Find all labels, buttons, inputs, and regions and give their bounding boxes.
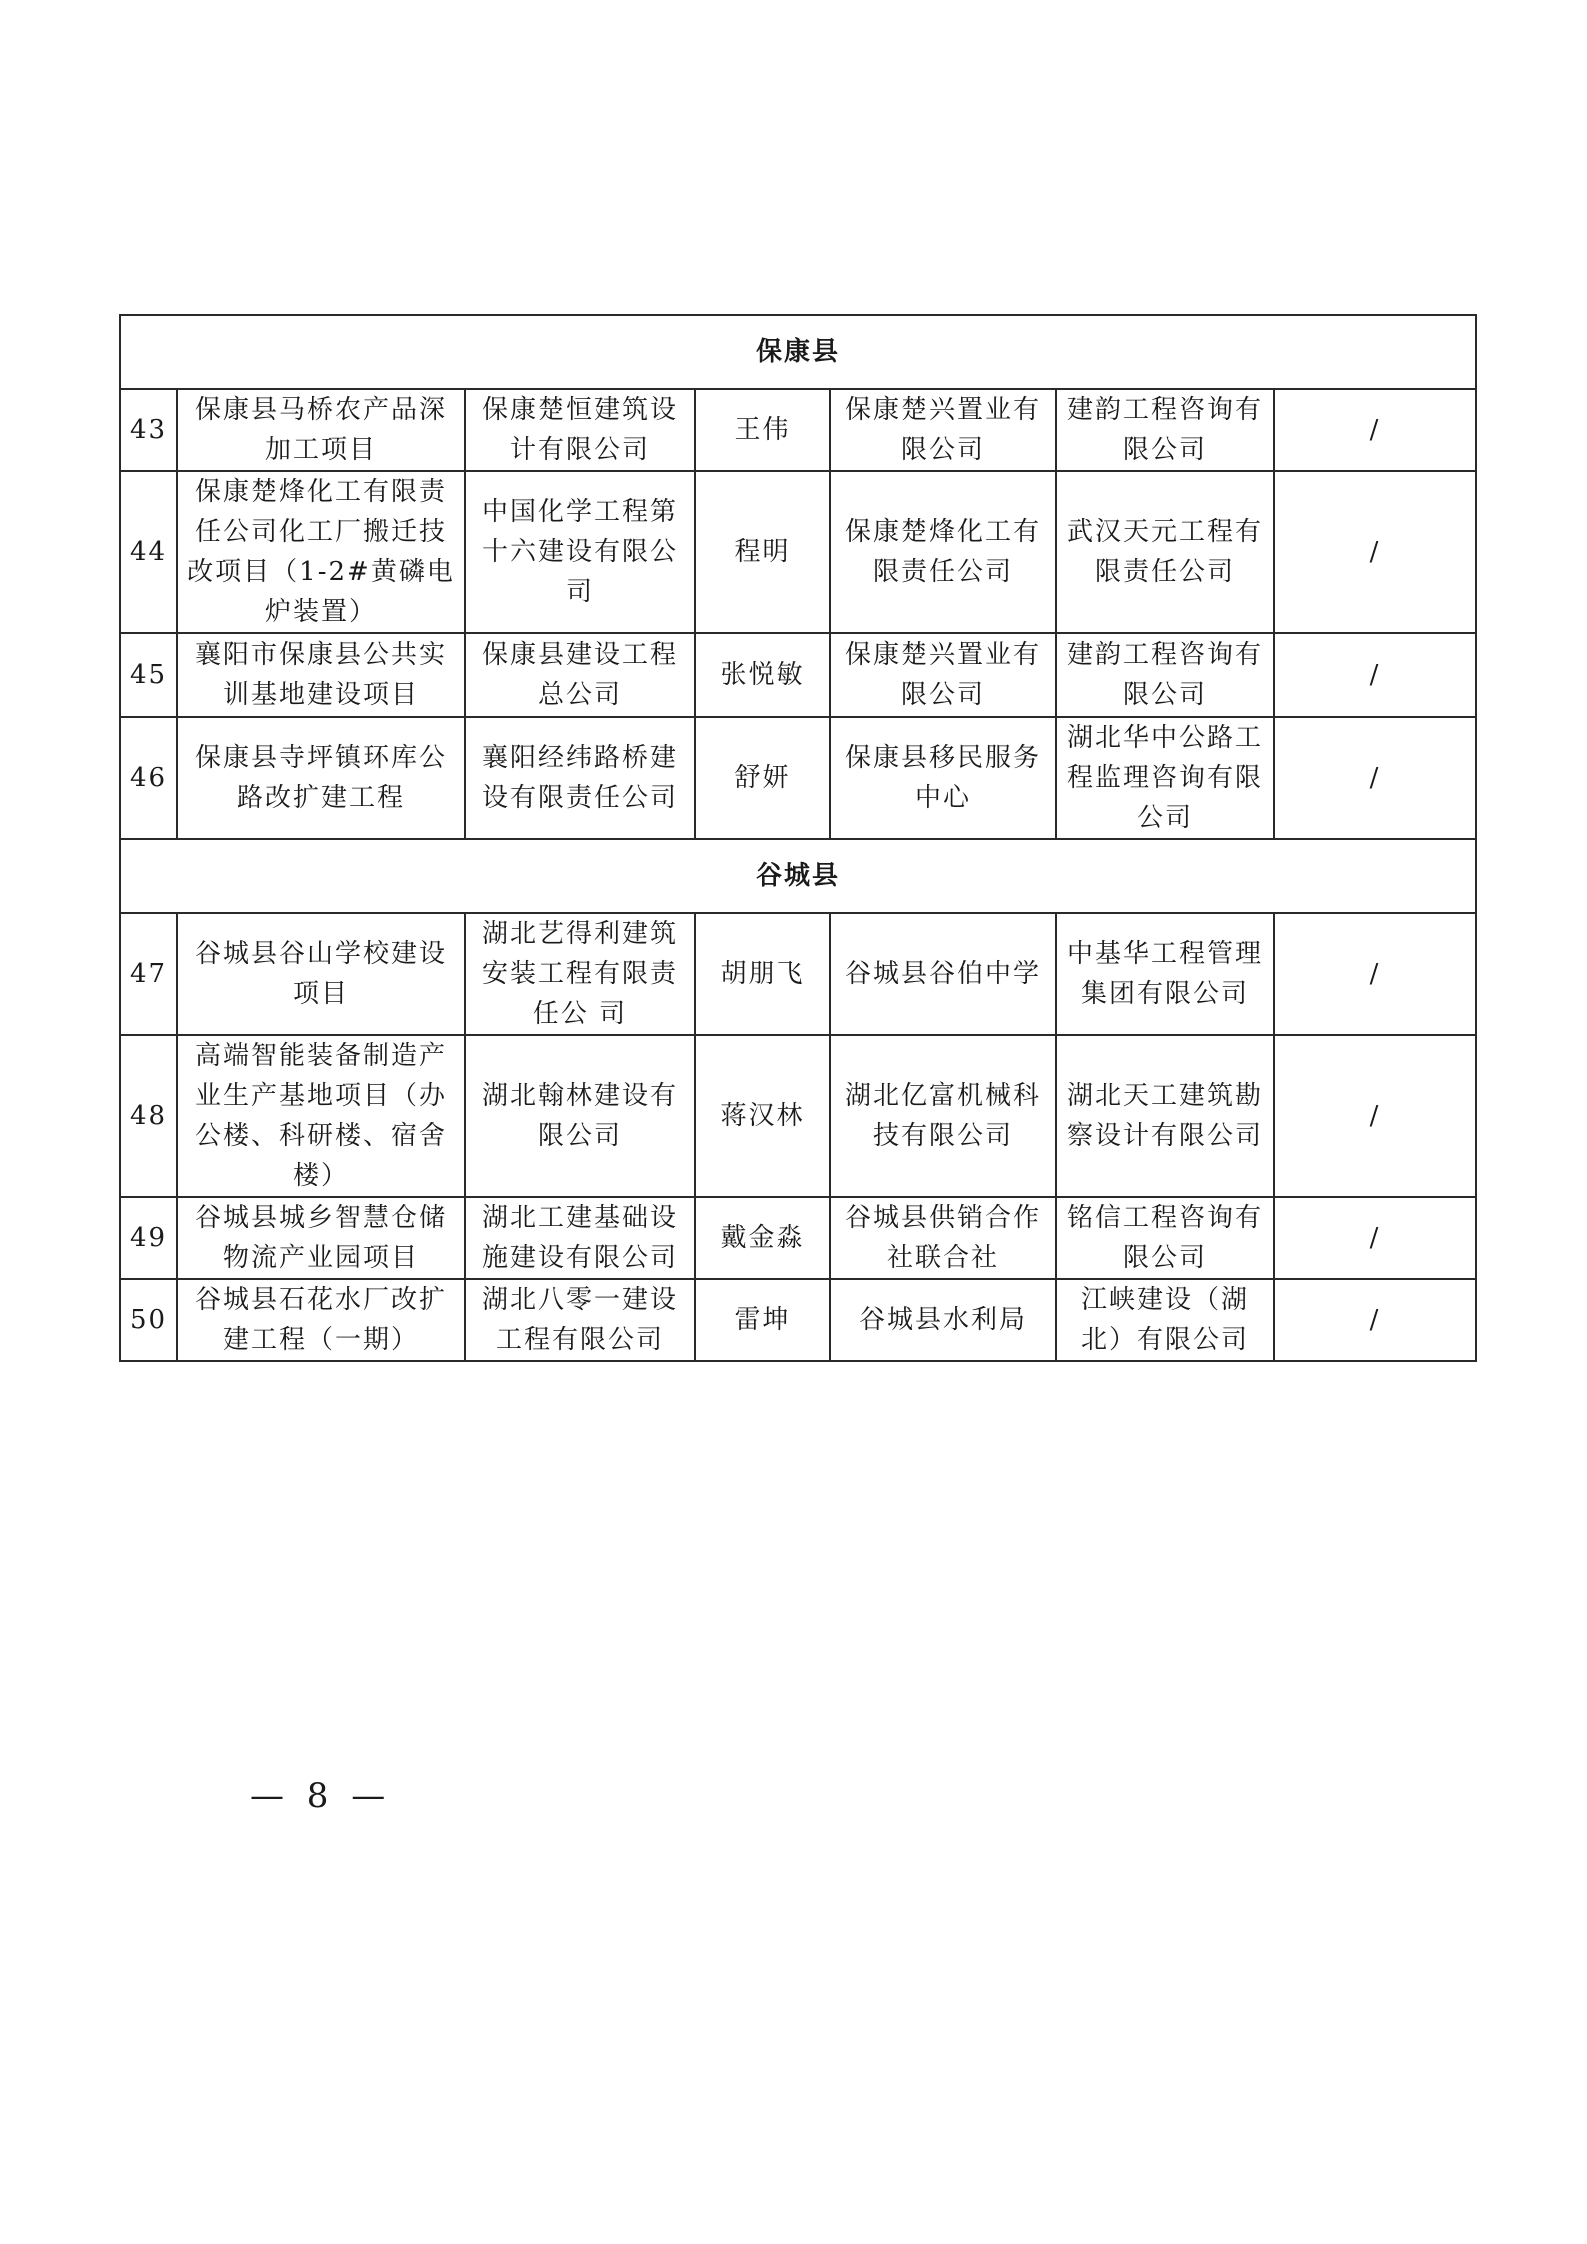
contractor-name-cell: 湖北翰林建设有限公司 xyxy=(465,1035,695,1197)
owner-name-cell: 谷城县供销合作社联合社 xyxy=(830,1197,1056,1279)
row-number-cell: 50 xyxy=(120,1279,177,1361)
row-number-cell: 49 xyxy=(120,1197,177,1279)
project-manager-cell: 程明 xyxy=(695,471,830,633)
contractor-name-cell: 湖北艺得利建筑安装工程有限责任公 司 xyxy=(465,913,695,1035)
project-name-cell: 谷城县石花水厂改扩建工程（一期） xyxy=(177,1279,465,1361)
project-name-cell: 保康县马桥农产品深加工项目 xyxy=(177,389,465,471)
contractor-name-cell: 保康县建设工程总公司 xyxy=(465,633,695,717)
project-name-cell: 谷城县城乡智慧仓储物流产业园项目 xyxy=(177,1197,465,1279)
remark-cell: / xyxy=(1274,1279,1476,1361)
project-name-cell: 襄阳市保康县公共实训基地建设项目 xyxy=(177,633,465,717)
section-header-row xyxy=(120,839,1476,913)
remark-cell: / xyxy=(1274,1035,1476,1197)
project-manager-cell: 王伟 xyxy=(695,389,830,471)
section-header-row xyxy=(120,315,1476,389)
project-table xyxy=(119,314,1477,1362)
remark-cell: / xyxy=(1274,389,1476,471)
project-manager-cell: 雷坤 xyxy=(695,1279,830,1361)
section-title: 保康县 xyxy=(120,315,1476,389)
contractor-name-cell: 保康楚恒建筑设计有限公司 xyxy=(465,389,695,471)
owner-name-cell: 谷城县水利局 xyxy=(830,1279,1056,1361)
supervisor-name-cell: 江峡建设（湖北）有限公司 xyxy=(1056,1279,1274,1361)
row-number-cell: 44 xyxy=(120,471,177,633)
owner-name-cell: 谷城县谷伯中学 xyxy=(830,913,1056,1035)
table-row xyxy=(120,633,1476,717)
remark-cell: / xyxy=(1274,1197,1476,1279)
row-number-cell: 43 xyxy=(120,389,177,471)
project-manager-cell: 戴金淼 xyxy=(695,1197,830,1279)
contractor-name-cell: 中国化学工程第十六建设有限公司 xyxy=(465,471,695,633)
project-name-cell: 谷城县谷山学校建设项目 xyxy=(177,913,465,1035)
supervisor-name-cell: 湖北华中公路工程监理咨询有限公司 xyxy=(1056,717,1274,839)
row-number-cell: 48 xyxy=(120,1035,177,1197)
owner-name-cell: 保康县移民服务中心 xyxy=(830,717,1056,839)
project-name-cell: 保康楚烽化工有限责任公司化工厂搬迁技改项目（1-2#黄磷电炉装置） xyxy=(177,471,465,633)
owner-name-cell: 湖北亿富机械科技有限公司 xyxy=(830,1035,1056,1197)
section-title: 谷城县 xyxy=(120,839,1476,913)
contractor-name-cell: 襄阳经纬路桥建设有限责任公司 xyxy=(465,717,695,839)
project-name-cell: 高端智能装备制造产业生产基地项目（办公楼、科研楼、宿舍楼） xyxy=(177,1035,465,1197)
table-row xyxy=(120,1197,1476,1279)
contractor-name-cell: 湖北工建基础设施建设有限公司 xyxy=(465,1197,695,1279)
supervisor-name-cell: 中基华工程管理集团有限公司 xyxy=(1056,913,1274,1035)
project-name-cell: 保康县寺坪镇环库公路改扩建工程 xyxy=(177,717,465,839)
remark-cell: / xyxy=(1274,471,1476,633)
project-manager-cell: 舒妍 xyxy=(695,717,830,839)
supervisor-name-cell: 湖北天工建筑勘察设计有限公司 xyxy=(1056,1035,1274,1197)
owner-name-cell: 保康楚兴置业有限公司 xyxy=(830,633,1056,717)
supervisor-name-cell: 武汉天元工程有限责任公司 xyxy=(1056,471,1274,633)
row-number-cell: 47 xyxy=(120,913,177,1035)
table-row xyxy=(120,1035,1476,1197)
remark-cell: / xyxy=(1274,633,1476,717)
row-number-cell: 46 xyxy=(120,717,177,839)
row-number-cell: 45 xyxy=(120,633,177,717)
project-manager-cell: 蒋汉林 xyxy=(695,1035,830,1197)
contractor-name-cell: 湖北八零一建设工程有限公司 xyxy=(465,1279,695,1361)
owner-name-cell: 保康楚兴置业有限公司 xyxy=(830,389,1056,471)
supervisor-name-cell: 建韵工程咨询有限公司 xyxy=(1056,633,1274,717)
page-number: — 8 — xyxy=(250,1776,392,1816)
table-row xyxy=(120,1279,1476,1361)
project-manager-cell: 胡朋飞 xyxy=(695,913,830,1035)
owner-name-cell: 保康楚烽化工有限责任公司 xyxy=(830,471,1056,633)
table-row xyxy=(120,389,1476,471)
supervisor-name-cell: 铭信工程咨询有限公司 xyxy=(1056,1197,1274,1279)
supervisor-name-cell: 建韵工程咨询有限公司 xyxy=(1056,389,1274,471)
table-row xyxy=(120,717,1476,839)
table-row xyxy=(120,471,1476,633)
table-row xyxy=(120,913,1476,1035)
remark-cell: / xyxy=(1274,913,1476,1035)
remark-cell: / xyxy=(1274,717,1476,839)
project-manager-cell: 张悦敏 xyxy=(695,633,830,717)
